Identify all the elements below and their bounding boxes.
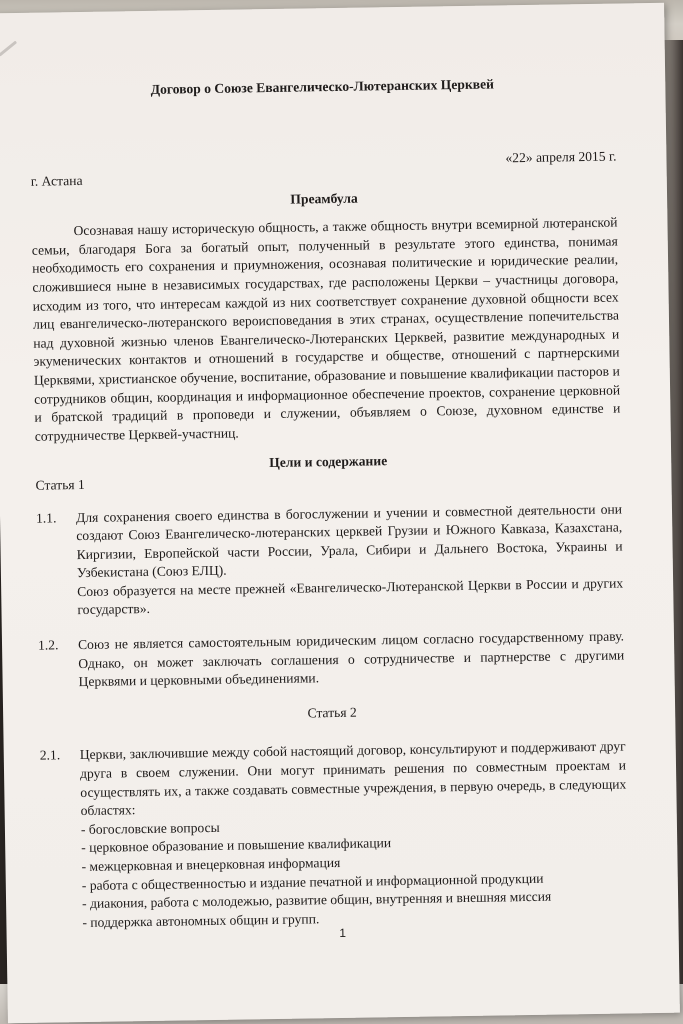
list-item: - поддержка автономных общин и групп. (82, 911, 320, 930)
clause-body (80, 738, 629, 932)
clause-text: Церкви, заключившие между собой настоящий договор, консультируют и поддерживают друг друга в своем служении. Они могут принимать решения по совместным проектам и осуществлять их, а также создавать совместные учреждения, в первую очередь, в следующих областях: (79, 738, 627, 819)
clause-number: 1.2. (37, 637, 59, 653)
clause-1-1 (36, 500, 624, 621)
clause-2-1 (40, 738, 629, 933)
clause-body (76, 500, 624, 620)
clause-number: 2.1. (39, 747, 61, 764)
list-item: - межцерковная и внецерковная информация (81, 854, 341, 875)
document-title: Договор о Союзе Евангелическо-Лютеранских Церквей (150, 76, 495, 97)
clause-1-2 (38, 628, 625, 693)
article-1-label: Статья 1 (35, 476, 85, 493)
goals-heading: Цели и содержание (269, 453, 388, 471)
preamble-paragraph: Осознавая нашу историческую общность, а также общность внутри всемирной лютеранской семьи, благодаря Бога за богатый опыт, полученный в результате этого единства, понимая необходимость его сохранения и приумножения, осознавая политические и юридические реалии, сложившиеся ныне в независимых государствах, где расположены Церкви – участницы договора, исходим из того, что интересам каждой из них соответствует сохранение духовной общности всех лиц евангелическо-лютеранского вероисповедания в этих странах, осуществление попечительства над духовной жизнью членов Евангелическо-Лютеранских Церквей, развитие международных и экуменических контактов и отношений в государстве и обществе, отношений с партнерскими Церквями, христианское обучение, воспитание, образование и повышение квалификации пасторов и сотрудников общин, координация и информационное обеспечение проектов, сохранение церковной и братской традиций в проповеди и служении, объявляем о Союзе, духовном единстве и сотрудничестве Церквей-участниц. (31, 214, 621, 444)
clause-text-continued: Союз образуется на месте прежней «Евангелическо-Лютеранской Церкви в России и других государств». (77, 575, 624, 618)
page-number: 1 (339, 925, 347, 940)
clause-text: Союз не является самостоятельным юридическим лицом согласно государственному праву. Однако, он может заключать соглашения о сотрудничестве и партнерстве с другими Церквями и церковными объединениями. (77, 628, 625, 690)
list-item: - богословские вопросы (80, 819, 220, 837)
clause-text: Для сохранения своего единства в богослужении и учении и совместной деятельности они создают Союз Евангелическо-лютеранских церквей Грузии и Южного Кавказа, Казахстана, Киргизии, Европейской части России, Урала, Сибири и Дальнего Востока, Украины и Узбекистана (Союз ЕЛЦ). (75, 501, 623, 581)
areas-list (81, 812, 629, 932)
document-content (29, 74, 629, 949)
staple-mark (0, 41, 17, 57)
clause-number: 1.1. (35, 509, 57, 526)
document-page (0, 3, 680, 1023)
list-item: - работа с общественностью и издание печатной и информационной продукции (81, 870, 544, 893)
list-item: - церковное образование и повышение квалификации (81, 835, 392, 856)
article-2-label: Статья 2 (307, 704, 357, 721)
clause-body (78, 628, 625, 692)
list-item: - диакония, работа с молодежью, развитие общин, внутренняя и внешняя миссия (81, 888, 552, 912)
document-city: г. Астана (30, 172, 83, 189)
document-date: «22» апреля 2015 г. (505, 148, 617, 165)
preamble-heading: Преамбула (290, 190, 358, 207)
